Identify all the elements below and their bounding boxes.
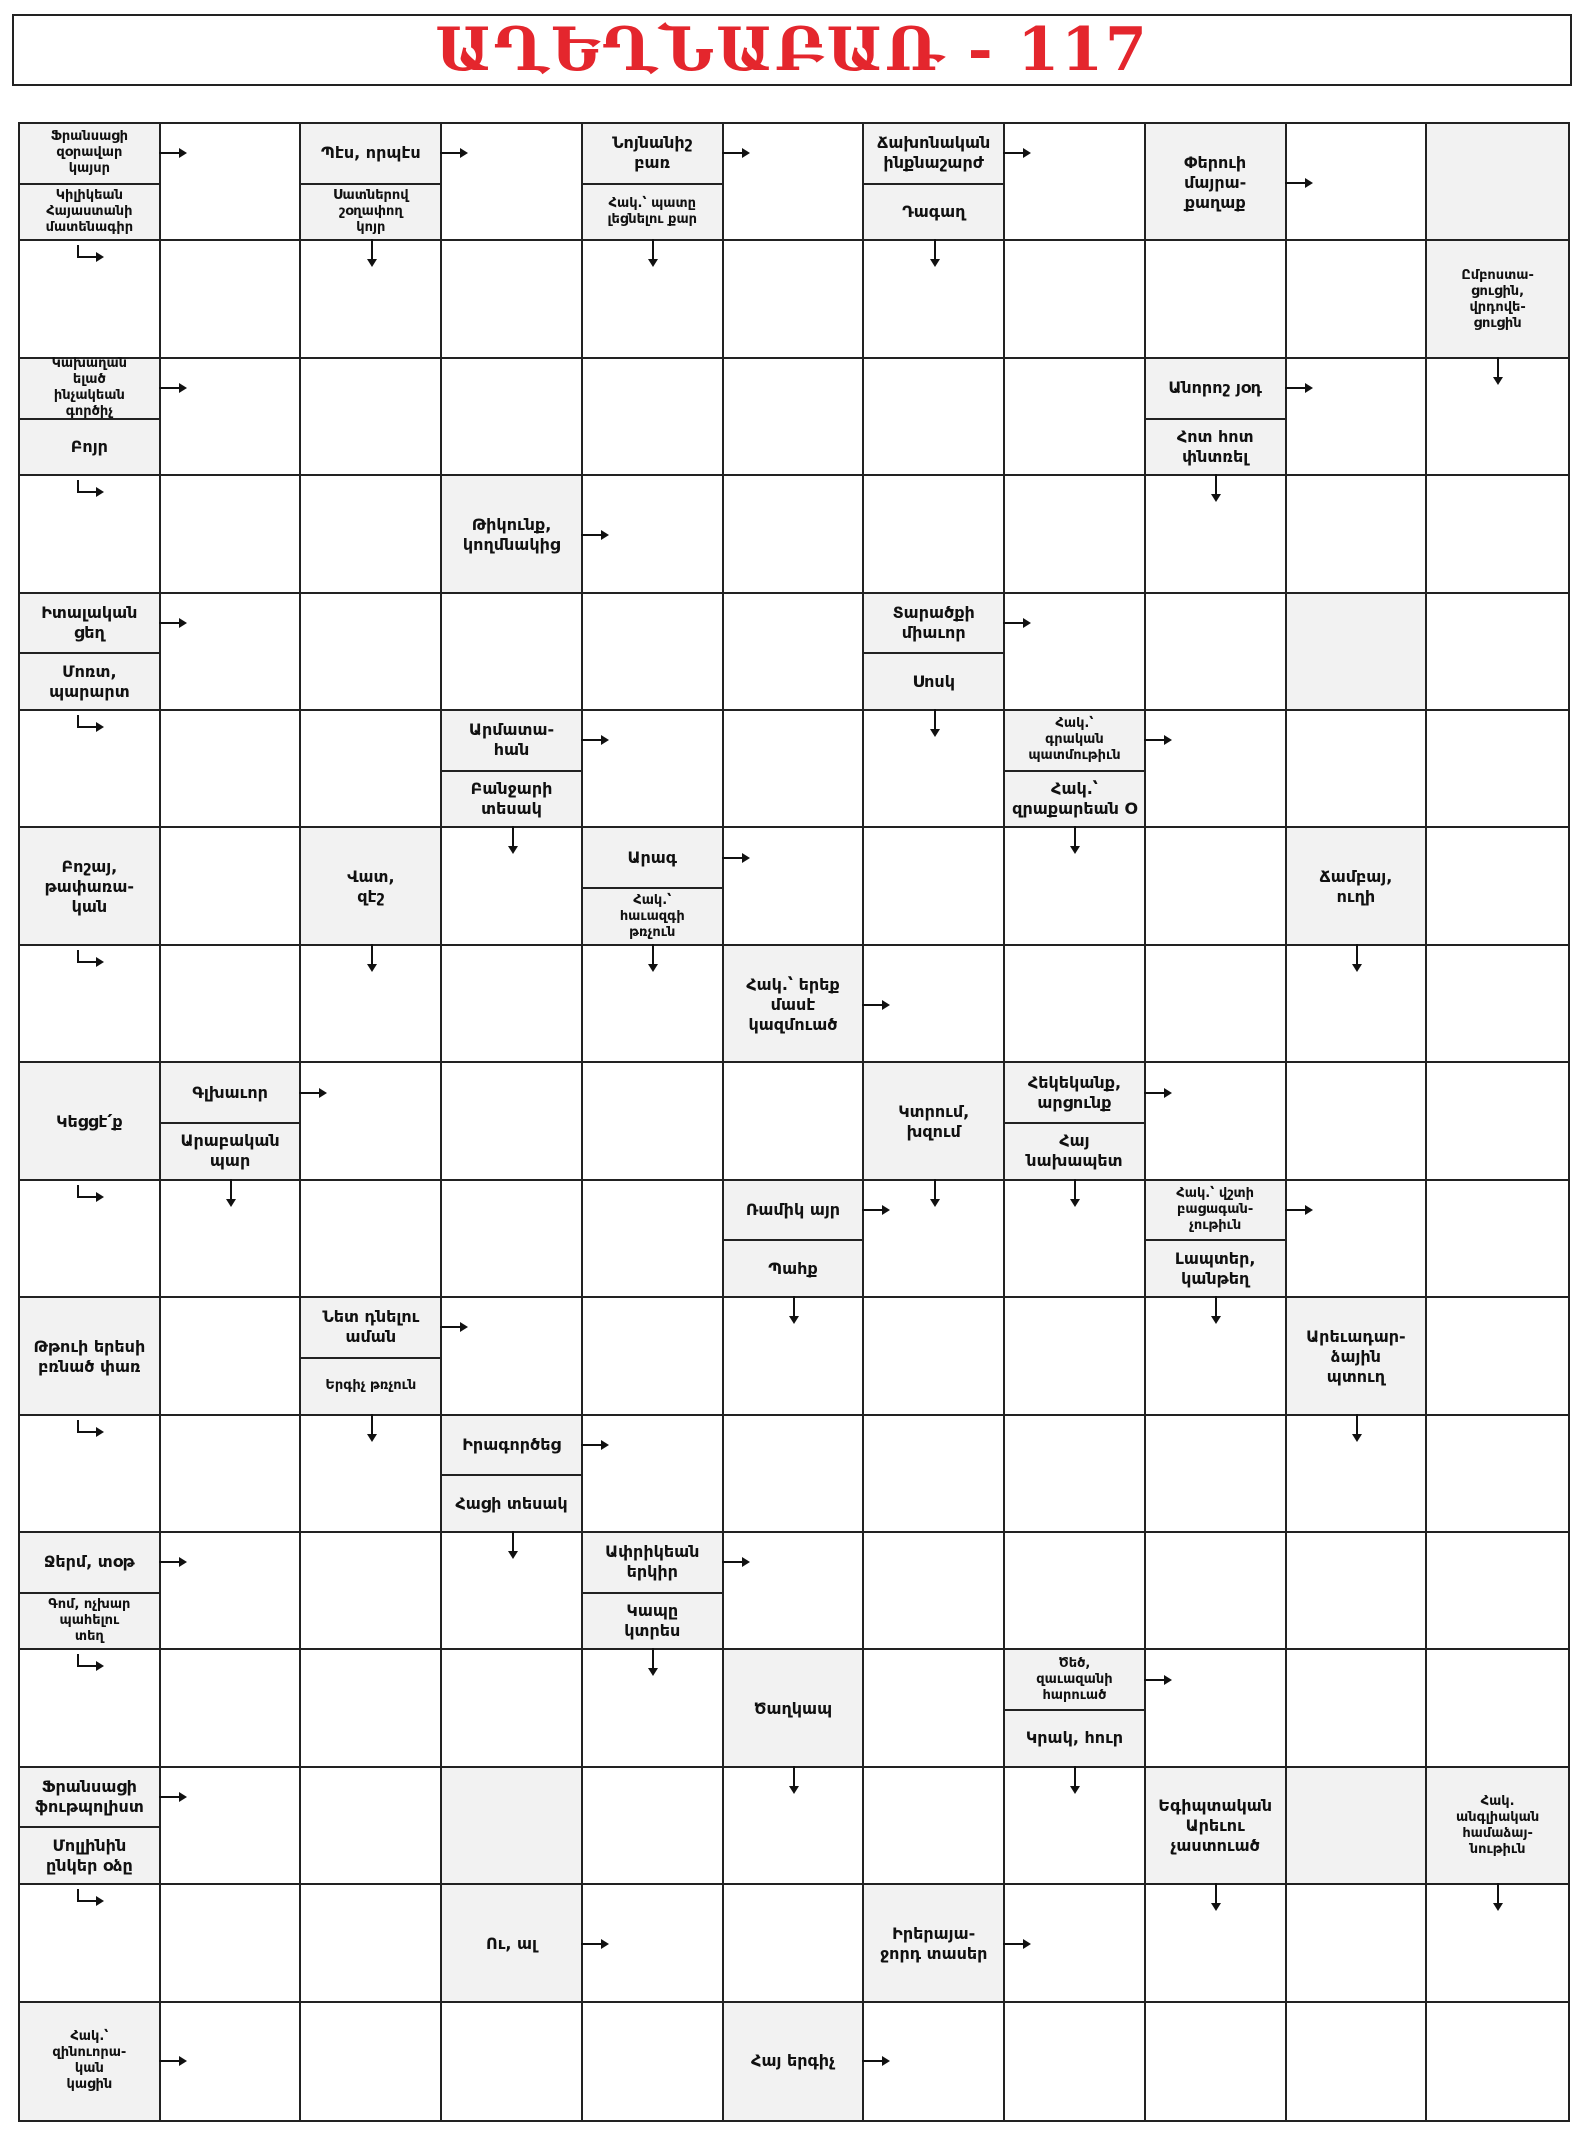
clue-text: Կտրում, խզում xyxy=(898,1101,970,1141)
clue-text: Կախաղան ելած ինչակեան գործիչ xyxy=(51,356,128,420)
answer-cell[interactable] xyxy=(1287,711,1428,828)
answer-cell[interactable] xyxy=(161,828,302,945)
clue-direction-arrow-icon xyxy=(920,707,950,737)
answer-cell[interactable] xyxy=(864,1768,1005,1885)
answer-cell[interactable] xyxy=(1146,241,1287,358)
blocked-cell xyxy=(1287,1768,1428,1885)
clue-text: Մոռտ, պարարտ xyxy=(49,661,130,701)
clue-direction-arrow-icon xyxy=(638,1646,668,1676)
clue-cell xyxy=(20,828,161,945)
answer-cell[interactable] xyxy=(724,1416,865,1533)
answer-cell[interactable] xyxy=(724,476,865,593)
clue-cell xyxy=(1287,1298,1428,1415)
clue-direction-arrow-icon xyxy=(157,138,187,168)
answer-cell[interactable] xyxy=(1287,241,1428,358)
clue-direction-arrow-icon xyxy=(920,1177,950,1207)
clue-direction-arrow-icon xyxy=(1201,472,1231,502)
clue-direction-arrow-icon xyxy=(74,243,104,273)
clue-direction-arrow-icon xyxy=(357,1412,387,1442)
answer-cell[interactable] xyxy=(1287,476,1428,593)
clue-cell xyxy=(1287,828,1428,945)
clue-direction-arrow-icon xyxy=(74,1183,104,1213)
clue-cell xyxy=(864,1885,1005,2002)
clue-divider xyxy=(20,1592,159,1594)
answer-cell[interactable] xyxy=(1427,1181,1568,1298)
answer-cell[interactable] xyxy=(1005,359,1146,476)
answer-cell[interactable] xyxy=(724,241,865,358)
answer-cell[interactable] xyxy=(161,1650,302,1767)
clue-cell xyxy=(864,1063,1005,1180)
clue-text: Գոմ, ոչխար պահելու տեղ xyxy=(48,1596,131,1644)
clue-text: Ջերմ, տօթ xyxy=(43,1552,135,1572)
answer-cell[interactable] xyxy=(1146,946,1287,1063)
answer-cell[interactable] xyxy=(1146,1416,1287,1533)
blocked-cell xyxy=(442,1768,583,1885)
answer-cell[interactable] xyxy=(161,1416,302,1533)
clue-direction-arrow-icon xyxy=(498,1529,528,1559)
clue-direction-arrow-icon xyxy=(498,824,528,854)
answer-cell[interactable] xyxy=(864,1416,1005,1533)
answer-cell[interactable] xyxy=(724,594,865,711)
clue-cell xyxy=(724,2003,865,2120)
answer-cell[interactable] xyxy=(1005,241,1146,358)
clue-cell xyxy=(20,124,161,241)
clue-divider xyxy=(1005,770,1144,772)
answer-cell[interactable] xyxy=(1005,946,1146,1063)
clue-cell xyxy=(301,124,442,241)
answer-cell[interactable] xyxy=(301,1181,442,1298)
answer-cell[interactable] xyxy=(864,476,1005,593)
answer-cell[interactable] xyxy=(1005,476,1146,593)
answer-cell[interactable] xyxy=(583,2003,724,2120)
clue-direction-arrow-icon xyxy=(74,1418,104,1448)
clue-text: Պէս, որպէս xyxy=(320,143,421,163)
clue-text: Նետ դնելու աման xyxy=(322,1307,420,1347)
answer-cell[interactable] xyxy=(161,241,302,358)
clue-direction-arrow-icon xyxy=(1483,355,1513,385)
answer-cell[interactable] xyxy=(1146,828,1287,945)
answer-cell[interactable] xyxy=(583,594,724,711)
clue-text: Իտալական ցեղ xyxy=(41,602,138,642)
clue-direction-arrow-icon xyxy=(1142,1665,1172,1695)
clue-direction-arrow-icon xyxy=(579,725,609,755)
clue-direction-arrow-icon xyxy=(1342,942,1372,972)
clue-cell xyxy=(1427,241,1568,358)
clue-text: Հեկեկանք, արցունք xyxy=(1027,1072,1122,1112)
clue-text: Հացի տեսակ xyxy=(455,1493,568,1513)
clue-direction-arrow-icon xyxy=(638,237,668,267)
clue-direction-arrow-icon xyxy=(1342,1412,1372,1442)
clue-text: Հակ.՝ հաւազգի թռչուն xyxy=(619,892,685,940)
clue-divider xyxy=(442,770,581,772)
clue-cell xyxy=(1005,711,1146,828)
clue-text: Իրագործեց xyxy=(462,1434,561,1454)
clue-direction-arrow-icon xyxy=(297,1078,327,1108)
clue-cell xyxy=(161,1063,302,1180)
answer-cell[interactable] xyxy=(1427,1650,1568,1767)
clue-text: Արաբական պար xyxy=(180,1131,280,1171)
answer-cell[interactable] xyxy=(301,711,442,828)
clue-text: Թթուի երեսի բռնած փառ xyxy=(33,1336,146,1376)
answer-cell[interactable] xyxy=(301,359,442,476)
clue-text: Լապտեր, կանթեղ xyxy=(1174,1248,1256,1288)
answer-cell[interactable] xyxy=(161,1298,302,1415)
answer-cell[interactable] xyxy=(864,828,1005,945)
clue-text: Հակ.՝ գրական պատմութիւն xyxy=(1028,716,1121,764)
clue-direction-arrow-icon xyxy=(1283,373,1313,403)
clue-cell xyxy=(20,1298,161,1415)
clue-direction-arrow-icon xyxy=(1142,1078,1172,1108)
clue-text: Տարածքի միաւոր xyxy=(892,602,975,642)
answer-cell[interactable] xyxy=(1427,1063,1568,1180)
clue-text: Հակ.՝ զինուորա- կան կացին xyxy=(52,2029,127,2093)
clue-direction-arrow-icon xyxy=(1201,1294,1231,1324)
clue-cell xyxy=(301,828,442,945)
clue-cell xyxy=(1146,124,1287,241)
clue-direction-arrow-icon xyxy=(216,1177,246,1207)
clue-text: Կիլիկեան Հայաստանի մատենագիր xyxy=(45,188,134,236)
answer-cell[interactable] xyxy=(442,241,583,358)
clue-text: Հակ. անգլիական համաձայ- նութիւն xyxy=(1456,1794,1540,1858)
answer-cell[interactable] xyxy=(1427,946,1568,1063)
clue-text: Ֆրանսացի զօրավար կայսր xyxy=(50,129,128,177)
clue-text: Վատ, զէշ xyxy=(347,867,395,907)
clue-text: Նոյնանիշ բառ xyxy=(612,133,693,173)
clue-cell xyxy=(20,2003,161,2120)
clue-divider xyxy=(161,1122,300,1124)
clue-text: Պահք xyxy=(768,1258,818,1278)
answer-cell[interactable] xyxy=(724,359,865,476)
clue-text: Հակ.՝ զրաքարեան Օ xyxy=(1012,779,1137,819)
clue-cell xyxy=(864,124,1005,241)
clue-direction-arrow-icon xyxy=(779,1294,809,1324)
clue-direction-arrow-icon xyxy=(860,2046,890,2076)
clue-cell xyxy=(1146,1768,1287,1885)
clue-cell xyxy=(442,476,583,593)
answer-cell[interactable] xyxy=(1287,1063,1428,1180)
clue-cell xyxy=(20,1063,161,1180)
clue-direction-arrow-icon xyxy=(1060,1764,1090,1794)
clue-divider xyxy=(583,183,722,185)
clue-cell xyxy=(442,1416,583,1533)
answer-cell[interactable] xyxy=(301,1650,442,1767)
clue-text: Բոյր xyxy=(70,436,108,456)
clue-cell xyxy=(724,1181,865,1298)
clue-direction-arrow-icon xyxy=(438,138,468,168)
clue-direction-arrow-icon xyxy=(1001,138,1031,168)
answer-cell[interactable] xyxy=(1427,2003,1568,2120)
clue-cell xyxy=(583,1533,724,1650)
answer-cell[interactable] xyxy=(1005,1533,1146,1650)
answer-cell[interactable] xyxy=(1287,1650,1428,1767)
clue-text: Անորոշ յօդ xyxy=(1168,378,1262,398)
clue-text: Կրակ, հուր xyxy=(1025,1728,1124,1748)
clue-text: Սատներով շօղափող կոյր xyxy=(333,188,409,236)
clue-cell xyxy=(864,594,1005,711)
answer-cell[interactable] xyxy=(1427,711,1568,828)
clue-direction-arrow-icon xyxy=(860,990,890,1020)
answer-cell[interactable] xyxy=(301,476,442,593)
clue-cell xyxy=(1005,1063,1146,1180)
clue-text: Բոշայ, թափառա- կան xyxy=(44,857,135,917)
clue-direction-arrow-icon xyxy=(74,713,104,743)
clue-divider xyxy=(20,1826,159,1828)
clue-cell xyxy=(724,1650,865,1767)
clue-text: Հակ.՝ վշտի բացագան- չութիւն xyxy=(1176,1186,1255,1234)
clue-text: Ըմբոստա- ցուցին, վրդովե- ցուցին xyxy=(1461,268,1534,332)
clue-divider xyxy=(1005,1122,1144,1124)
answer-cell[interactable] xyxy=(583,1298,724,1415)
answer-cell[interactable] xyxy=(1005,1298,1146,1415)
clue-cell xyxy=(20,356,161,476)
clue-direction-arrow-icon xyxy=(579,1430,609,1460)
clue-text: Մոլլինին ընկեր օձը xyxy=(45,1835,133,1875)
answer-cell[interactable] xyxy=(1427,828,1568,945)
answer-cell[interactable] xyxy=(161,711,302,828)
clue-divider xyxy=(724,1239,863,1241)
clue-divider xyxy=(583,887,722,889)
clue-direction-arrow-icon xyxy=(438,1312,468,1342)
clue-text: Երգիչ թռչուն xyxy=(325,1378,417,1394)
clue-direction-arrow-icon xyxy=(1060,824,1090,854)
clue-direction-arrow-icon xyxy=(1283,168,1313,198)
clue-text: Իրերայա- ջորդ տասեր xyxy=(880,1923,988,1963)
blocked-cell xyxy=(1287,594,1428,711)
clue-text: Ֆրանսացի ֆութպոլիստ xyxy=(34,1777,144,1817)
clue-direction-arrow-icon xyxy=(1201,1881,1231,1911)
clue-direction-arrow-icon xyxy=(579,520,609,550)
clue-divider xyxy=(20,652,159,654)
blocked-cell xyxy=(1427,124,1568,241)
title-box xyxy=(12,14,1572,86)
clue-direction-arrow-icon xyxy=(74,1887,104,1917)
clue-direction-arrow-icon xyxy=(157,1547,187,1577)
clue-text: Արեւադար- ձային պտուղ xyxy=(1306,1326,1406,1386)
answer-cell[interactable] xyxy=(301,1768,442,1885)
answer-cell[interactable] xyxy=(161,476,302,593)
clue-direction-arrow-icon xyxy=(720,138,750,168)
clue-divider xyxy=(864,652,1003,654)
clue-text: Բանջարի տեսակ xyxy=(470,779,553,819)
clue-text: Թիկունք, կողմնակից xyxy=(462,514,561,554)
clue-text: Ծեծ, զաւազանի հարուած xyxy=(1036,1655,1113,1703)
clue-text: Արագ xyxy=(627,847,678,867)
clue-text: Ճախոնական ինքնաշարժ xyxy=(877,133,991,173)
answer-cell[interactable] xyxy=(301,1885,442,2002)
clue-text: Հոտ հոտ փնտռել xyxy=(1176,426,1254,466)
answer-cell[interactable] xyxy=(1005,2003,1146,2120)
answer-cell[interactable] xyxy=(301,594,442,711)
answer-cell[interactable] xyxy=(583,1768,724,1885)
answer-cell[interactable] xyxy=(1427,476,1568,593)
clue-divider xyxy=(20,418,159,420)
clue-direction-arrow-icon xyxy=(779,1764,809,1794)
answer-cell[interactable] xyxy=(864,359,1005,476)
clue-text: Սոսկ xyxy=(912,671,955,691)
clue-cell xyxy=(442,711,583,828)
answer-cell[interactable] xyxy=(1427,1416,1568,1533)
answer-cell[interactable] xyxy=(1287,1885,1428,2002)
clue-divider xyxy=(1146,418,1285,420)
answer-cell[interactable] xyxy=(864,1650,1005,1767)
answer-cell[interactable] xyxy=(1427,1298,1568,1415)
clue-cell xyxy=(1427,1768,1568,1885)
answer-cell[interactable] xyxy=(1146,1533,1287,1650)
clue-direction-arrow-icon xyxy=(860,1195,890,1225)
answer-cell[interactable] xyxy=(442,946,583,1063)
answer-cell[interactable] xyxy=(1146,594,1287,711)
answer-cell[interactable] xyxy=(442,2003,583,2120)
answer-cell[interactable] xyxy=(442,1063,583,1180)
clue-direction-arrow-icon xyxy=(357,237,387,267)
clue-cell xyxy=(20,594,161,711)
clue-direction-arrow-icon xyxy=(1483,1881,1513,1911)
clue-cell xyxy=(583,828,724,945)
clue-direction-arrow-icon xyxy=(1142,725,1172,755)
clue-divider xyxy=(20,183,159,185)
clue-text: Ճամբայ, ուղի xyxy=(1319,867,1393,907)
clue-divider xyxy=(1005,1709,1144,1711)
clue-text: Ծաղկապ xyxy=(753,1699,833,1719)
answer-cell[interactable] xyxy=(442,359,583,476)
clue-text: Կեցցէ՛ք xyxy=(56,1111,123,1131)
answer-cell[interactable] xyxy=(583,359,724,476)
answer-cell[interactable] xyxy=(442,594,583,711)
clue-divider xyxy=(583,1592,722,1594)
clue-direction-arrow-icon xyxy=(920,237,950,267)
clue-direction-arrow-icon xyxy=(74,478,104,508)
clue-cell xyxy=(1146,359,1287,476)
clue-divider xyxy=(442,1474,581,1476)
clue-direction-arrow-icon xyxy=(1001,1929,1031,1959)
clue-text: Ռամիկ այր xyxy=(745,1200,841,1220)
clue-direction-arrow-icon xyxy=(720,843,750,873)
clue-cell xyxy=(301,1298,442,1415)
crossword-grid xyxy=(18,122,1570,2122)
clue-direction-arrow-icon xyxy=(74,948,104,978)
clue-text: Եգիպտական Արեւու չաստուած xyxy=(1158,1796,1273,1856)
answer-cell[interactable] xyxy=(1427,1533,1568,1650)
answer-cell[interactable] xyxy=(161,946,302,1063)
answer-cell[interactable] xyxy=(1005,1416,1146,1533)
clue-direction-arrow-icon xyxy=(579,1929,609,1959)
answer-cell[interactable] xyxy=(1146,2003,1287,2120)
clue-direction-arrow-icon xyxy=(1283,1195,1313,1225)
answer-cell[interactable] xyxy=(301,2003,442,2120)
answer-cell[interactable] xyxy=(724,1885,865,2002)
clue-cell xyxy=(20,1768,161,1885)
answer-cell[interactable] xyxy=(724,1063,865,1180)
clue-cell xyxy=(1005,1650,1146,1767)
clue-cell xyxy=(724,946,865,1063)
puzzle-title: ԱՂԵՂՆԱԲԱՌ - 117 xyxy=(435,15,1149,85)
clue-text: Ու, ալ xyxy=(486,1933,538,1953)
answer-cell[interactable] xyxy=(583,1181,724,1298)
clue-direction-arrow-icon xyxy=(638,942,668,972)
clue-text: Հակ.՝ պատը լեցնելու քար xyxy=(607,196,698,228)
clue-cell xyxy=(442,1885,583,2002)
answer-cell[interactable] xyxy=(161,1885,302,2002)
answer-cell[interactable] xyxy=(583,1063,724,1180)
clue-direction-arrow-icon xyxy=(357,942,387,972)
clue-text: Հակ.՝ երեք մասէ կազմուած xyxy=(746,974,840,1034)
clue-divider xyxy=(301,183,440,185)
answer-cell[interactable] xyxy=(1287,2003,1428,2120)
answer-cell[interactable] xyxy=(442,1650,583,1767)
clue-cell xyxy=(583,124,724,241)
answer-cell[interactable] xyxy=(1287,1533,1428,1650)
clue-divider xyxy=(301,1357,440,1359)
clue-text: Գլխաւոր xyxy=(192,1082,268,1102)
clue-direction-arrow-icon xyxy=(720,1547,750,1577)
answer-cell[interactable] xyxy=(442,1181,583,1298)
answer-cell[interactable] xyxy=(301,1533,442,1650)
clue-direction-arrow-icon xyxy=(157,1782,187,1812)
clue-direction-arrow-icon xyxy=(1001,608,1031,638)
answer-cell[interactable] xyxy=(864,1533,1005,1650)
clue-divider xyxy=(864,183,1003,185)
clue-cell xyxy=(20,1533,161,1650)
clue-direction-arrow-icon xyxy=(74,1652,104,1682)
clue-direction-arrow-icon xyxy=(157,608,187,638)
clue-cell xyxy=(1146,1181,1287,1298)
clue-text: Արմատա- հան xyxy=(468,720,555,760)
clue-text: Դագաղ xyxy=(902,202,966,222)
clue-text: Փերուի մայրա- քաղաք xyxy=(1184,152,1247,212)
answer-cell[interactable] xyxy=(724,711,865,828)
clue-text: Հայ երգիչ xyxy=(751,2051,835,2071)
clue-divider xyxy=(1146,1239,1285,1241)
clue-text: Ափրիկեան երկիր xyxy=(605,1542,700,1582)
clue-direction-arrow-icon xyxy=(1060,1177,1090,1207)
answer-cell[interactable] xyxy=(864,1298,1005,1415)
clue-direction-arrow-icon xyxy=(157,2046,187,2076)
clue-direction-arrow-icon xyxy=(157,373,187,403)
answer-cell[interactable] xyxy=(1427,594,1568,711)
clue-text: Կապը կտրես xyxy=(624,1600,681,1640)
clue-text: Հայ նախապետ xyxy=(1026,1131,1123,1171)
